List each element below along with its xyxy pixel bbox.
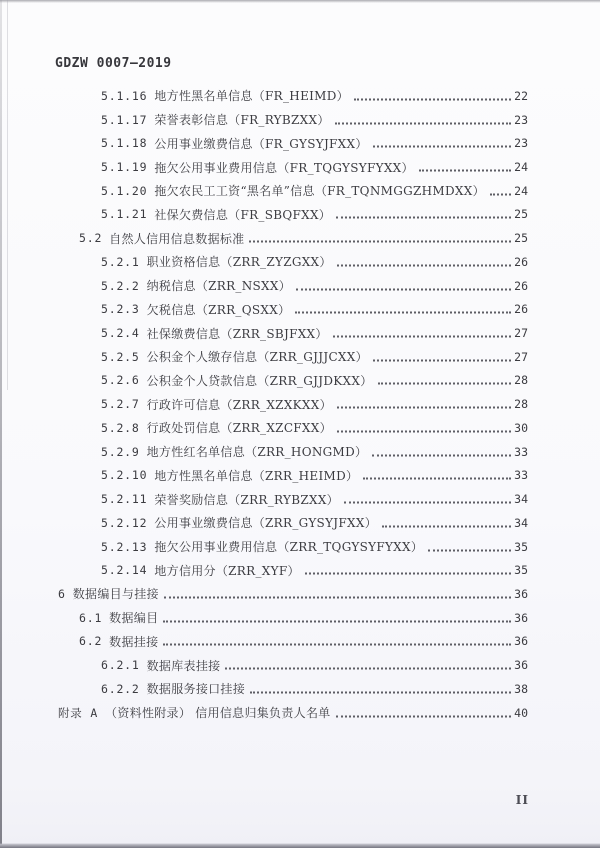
toc-entry-title: 职业资格信息（ZRR_ZYZGXX） xyxy=(146,255,332,270)
toc-entry xyxy=(58,464,528,488)
toc-entry-title: 行政处罚信息（ZRR_XZCFXX） xyxy=(146,421,332,436)
toc-entry xyxy=(58,226,528,250)
toc-entry-number: 5.2.6 xyxy=(101,373,140,388)
dot-leader xyxy=(305,573,511,575)
scan-edge-bottom xyxy=(0,843,600,848)
toc-entry-page: 26 xyxy=(514,302,528,317)
dot-leader xyxy=(164,596,511,598)
dot-leader xyxy=(490,193,511,195)
toc-entry-title: 公用事业缴费信息（FR_GYSYJFXX） xyxy=(154,136,368,151)
toc-entry xyxy=(58,487,528,511)
toc-entry-number: 5.1.21 xyxy=(101,207,148,222)
toc-entry xyxy=(58,511,528,535)
toc-entry-number: 6.1 xyxy=(79,610,103,625)
toc-entry xyxy=(58,84,528,108)
toc-entry-page: 26 xyxy=(514,254,528,269)
toc-entry-number: 5.2.14 xyxy=(101,563,148,578)
toc-entry-title: 数据库表挂接 xyxy=(146,658,221,673)
toc-entry-number: 5.2.8 xyxy=(101,420,140,435)
dot-leader xyxy=(372,454,511,456)
toc-entry xyxy=(58,297,528,321)
dot-leader xyxy=(419,170,511,172)
toc-entry-page: 28 xyxy=(514,397,528,412)
toc-entry-title: 行政许可信息（ZRR_XZXKXX） xyxy=(146,397,332,412)
toc-entry xyxy=(58,321,528,345)
toc-entry-page: 36 xyxy=(514,634,528,649)
toc-entry-page: 26 xyxy=(514,278,528,293)
toc-entry-title: 社保欠费信息（FR_SBQFXX） xyxy=(154,207,332,222)
toc-entry-title: 社保缴费信息（ZRR_SBJFXX） xyxy=(146,326,328,341)
toc-entry xyxy=(58,179,528,203)
toc-entry-number: 6.2.1 xyxy=(101,658,140,673)
toc-entry xyxy=(58,250,528,274)
toc-entry xyxy=(58,606,528,630)
toc-entry-page: 27 xyxy=(514,349,528,364)
toc-entry-page: 30 xyxy=(514,420,528,435)
toc-entry-title: 数据编目与挂接 xyxy=(72,587,159,602)
toc-entry xyxy=(58,155,528,179)
toc-entry-page: 38 xyxy=(514,681,528,696)
document-header-standard-number: GDZW 0007—2019 xyxy=(55,56,172,71)
toc-entry-page: 36 xyxy=(514,658,528,673)
toc-entry-title: 地方性红名单信息（ZRR_HONGMD） xyxy=(146,445,368,460)
toc-entry xyxy=(58,131,528,155)
dot-leader xyxy=(225,668,511,670)
toc-entry-page: 24 xyxy=(514,183,528,198)
toc-entry xyxy=(58,630,528,654)
toc-entry-page: 25 xyxy=(514,207,528,222)
toc-entry xyxy=(58,677,528,701)
toc-entry-number: 5.2.11 xyxy=(101,492,148,507)
dot-leader xyxy=(296,288,511,290)
toc-entry-page: 35 xyxy=(514,539,528,554)
toc-entry xyxy=(58,582,528,606)
toc-entry-page: 34 xyxy=(514,515,528,530)
toc-entry-number: 5.2.2 xyxy=(101,278,140,293)
scan-edge-top xyxy=(0,0,600,3)
toc-entry-title: 欠税信息（ZRR_QSXX） xyxy=(146,302,291,317)
toc-entry-page: 23 xyxy=(514,136,528,151)
toc-entry xyxy=(58,274,528,298)
toc-entry-page: 25 xyxy=(514,231,528,246)
toc-entry xyxy=(58,392,528,416)
dot-leader xyxy=(344,502,511,504)
toc-entry-page: 34 xyxy=(514,492,528,507)
toc-entry-page: 23 xyxy=(514,112,528,127)
dot-leader xyxy=(337,430,511,432)
toc-entry-title: 地方性黑名单信息（FR_HEIMD） xyxy=(154,89,349,104)
toc-entry-number: 5.2.7 xyxy=(101,397,140,412)
toc-entry-number: 5.2 xyxy=(79,231,103,246)
dot-leader xyxy=(373,146,511,148)
toc-entry-title: 荣誉奖励信息（ZRR_RYBZXX） xyxy=(154,492,339,507)
toc-entry-title: 公积金个人缴存信息（ZRR_GJJJCXX） xyxy=(146,350,368,365)
toc-entry xyxy=(58,416,528,440)
toc-entry-page: 33 xyxy=(514,468,528,483)
toc-entry-number: 5.2.3 xyxy=(101,302,140,317)
dot-leader xyxy=(428,549,511,551)
table-of-contents xyxy=(0,84,600,724)
toc-entry-title: 数据编目 xyxy=(109,611,159,626)
toc-entry xyxy=(58,535,528,559)
dot-leader xyxy=(378,383,512,385)
toc-entry-page: 24 xyxy=(514,160,528,175)
dot-leader xyxy=(163,620,511,622)
toc-entry-title: 纳税信息（ZRR_NSXX） xyxy=(146,279,292,294)
toc-entry xyxy=(58,369,528,393)
toc-entry-number: 5.2.9 xyxy=(101,444,140,459)
dot-leader xyxy=(373,359,511,361)
page-number-footer: II xyxy=(515,793,529,807)
toc-entry-title: 公积金个人贷款信息（ZRR_GJJDKXX） xyxy=(146,373,373,388)
toc-entry-title: 数据服务接口挂接 xyxy=(146,682,246,697)
toc-entry-page: 22 xyxy=(514,88,528,103)
toc-entry-number: 5.1.16 xyxy=(101,88,148,103)
toc-entry-number: 5.1.17 xyxy=(101,112,148,127)
toc-entry-title: 荣誉表彰信息（FR_RYBZXX） xyxy=(154,113,330,128)
dot-leader xyxy=(336,217,511,219)
toc-entry-page: 33 xyxy=(514,444,528,459)
toc-entry-number: 5.2.10 xyxy=(101,468,148,483)
toc-entry-title: （资料性附录） 信用信息归集负责人名单 xyxy=(105,706,331,721)
dot-leader xyxy=(250,691,511,693)
toc-entry-title: 自然人信用信息数据标准 xyxy=(109,231,245,246)
toc-entry-number: 6 xyxy=(58,586,66,601)
toc-entry-title: 数据挂接 xyxy=(109,634,159,649)
toc-entry xyxy=(58,653,528,677)
dot-leader xyxy=(363,478,511,480)
dot-leader xyxy=(382,525,511,527)
toc-entry-title: 拖欠公用事业费用信息（ZRR_TQGYSYFYXX） xyxy=(154,540,424,555)
toc-entry-number: 5.1.18 xyxy=(101,136,148,151)
toc-entry-number: 附录 A xyxy=(58,705,99,720)
toc-entry-page: 36 xyxy=(514,610,528,625)
dot-leader xyxy=(354,98,511,100)
toc-entry-number: 5.2.4 xyxy=(101,326,140,341)
dot-leader xyxy=(337,407,511,409)
toc-entry xyxy=(58,440,528,464)
dot-leader xyxy=(337,264,511,266)
toc-entry xyxy=(58,345,528,369)
toc-entry-page: 40 xyxy=(514,705,528,720)
toc-entry-number: 5.2.12 xyxy=(101,515,148,530)
toc-entry-title: 公用事业缴费信息（ZRR_GYSYJFXX） xyxy=(154,516,378,531)
toc-entry-number: 5.1.19 xyxy=(101,160,148,175)
toc-entry-page: 27 xyxy=(514,326,528,341)
toc-entry-title: 地方信用分（ZRR_XYF） xyxy=(154,563,300,578)
toc-entry xyxy=(58,558,528,582)
toc-entry-number: 5.2.13 xyxy=(101,539,148,554)
toc-entry-title: 拖欠公用事业费用信息（FR_TQGYSYFYXX） xyxy=(154,160,414,175)
toc-entry-page: 28 xyxy=(514,373,528,388)
toc-entry-title: 地方性黑名单信息（ZRR_HEIMD） xyxy=(154,468,359,483)
dot-leader xyxy=(335,122,512,124)
toc-entry-number: 5.2.5 xyxy=(101,349,140,364)
toc-entry-title: 拖欠农民工工资“黑名单”信息（FR_TQNMGGZHMDXX） xyxy=(154,184,485,199)
toc-entry-page: 35 xyxy=(514,563,528,578)
dot-leader xyxy=(336,715,512,717)
toc-entry-number: 6.2.2 xyxy=(101,681,140,696)
dot-leader xyxy=(249,241,511,243)
dot-leader xyxy=(163,644,511,646)
toc-entry-number: 5.2.1 xyxy=(101,254,140,269)
toc-entry-number: 6.2 xyxy=(79,634,103,649)
toc-entry xyxy=(58,203,528,227)
toc-entry-number: 5.1.20 xyxy=(101,183,148,198)
toc-entry xyxy=(58,108,528,132)
dot-leader xyxy=(295,312,511,314)
toc-entry-page: 36 xyxy=(514,586,528,601)
toc-entry xyxy=(58,701,528,725)
dot-leader xyxy=(333,336,511,338)
